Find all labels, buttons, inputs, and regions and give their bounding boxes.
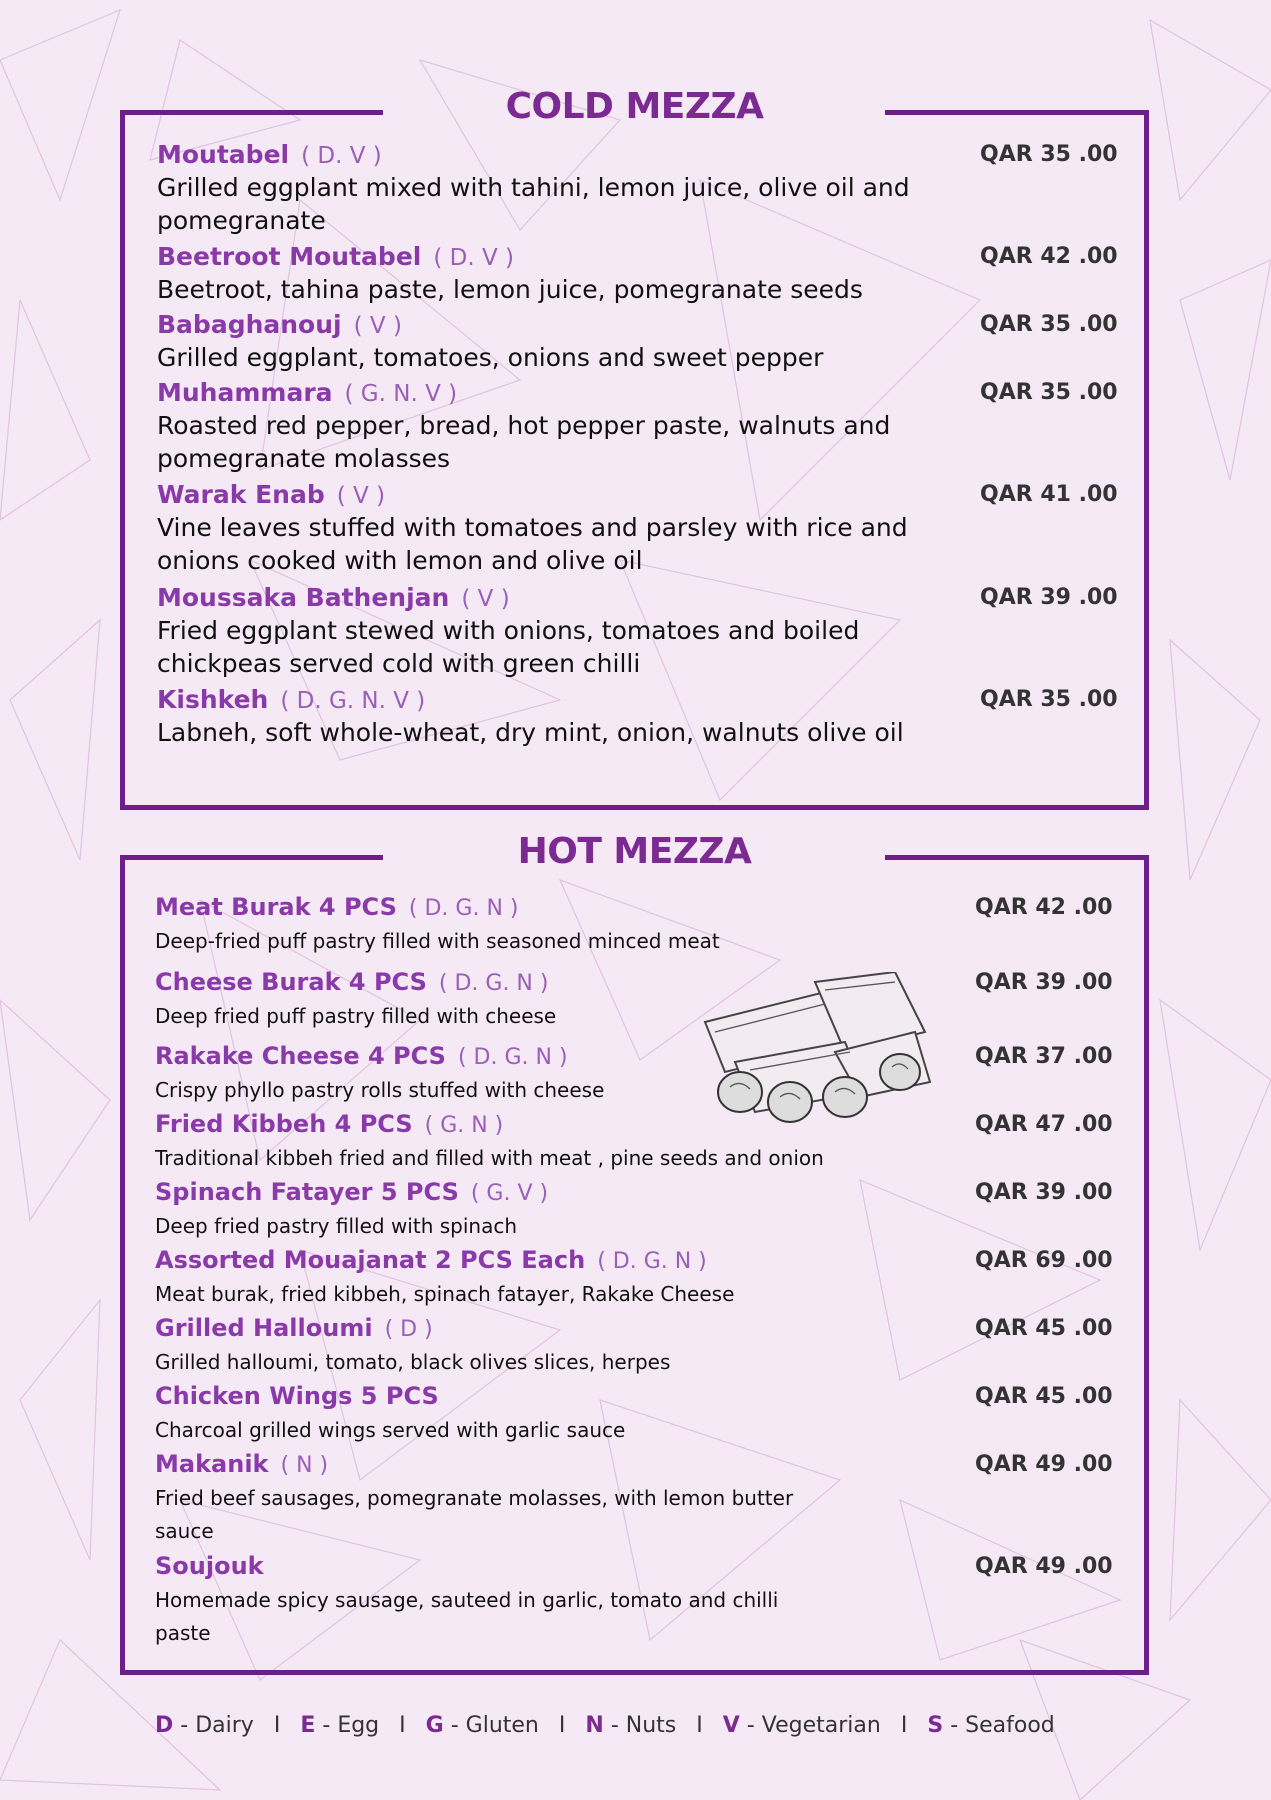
menu-item xyxy=(125,242,1144,306)
menu-item xyxy=(125,1314,1144,1379)
menu-item xyxy=(125,685,1144,749)
item-name: Babaghanouj xyxy=(157,310,342,339)
menu-item xyxy=(125,1110,1144,1175)
legend-separator: I xyxy=(399,1713,406,1738)
item-name: Chicken Wings 5 PCS xyxy=(155,1382,439,1410)
item-tags: ( D. G. N ) xyxy=(438,971,549,996)
item-name: Moussaka Bathenjan xyxy=(157,583,450,612)
item-price: QAR 39 .00 xyxy=(975,970,1113,995)
item-price: QAR 35 .00 xyxy=(980,312,1118,337)
hot-mezza-section xyxy=(120,831,1149,1675)
item-description: Grilled eggplant, tomatoes, onions and sweet pepper xyxy=(157,343,824,372)
item-price: QAR 69 .00 xyxy=(975,1248,1113,1273)
item-description: Beetroot, tahina paste, lemon juice, pomegranate seeds xyxy=(157,275,863,304)
legend-item-nuts: N - Nuts xyxy=(585,1713,677,1738)
item-tags: ( D. V ) xyxy=(433,245,514,271)
legend-separator: I xyxy=(558,1713,566,1738)
item-tags: ( D. V ) xyxy=(301,143,382,169)
item-description: Deep fried puff pastry filled with cheese xyxy=(155,1004,557,1028)
item-tags: ( D. G. N ) xyxy=(408,896,519,921)
menu-item xyxy=(125,1178,1144,1243)
item-tags: ( G. N. V ) xyxy=(344,381,458,407)
item-name: Assorted Mouajanat 2 PCS Each xyxy=(155,1246,586,1274)
menu-item xyxy=(125,1382,1144,1447)
item-description: Grilled halloumi, tomato, black olives slices, herpes xyxy=(155,1350,671,1374)
item-price: QAR 47 .00 xyxy=(975,1112,1113,1137)
menu-item xyxy=(125,1450,1144,1548)
item-description: Homemade spicy sausage, sauteed in garlic, tomato and chilli paste xyxy=(155,1588,779,1645)
item-description: Grilled eggplant mixed with tahini, lemon juice, olive oil and pomegranate xyxy=(157,173,910,235)
item-price: QAR 49 .00 xyxy=(975,1452,1113,1477)
menu-item xyxy=(125,140,1144,237)
item-name: Rakake Cheese 4 PCS xyxy=(155,1042,446,1070)
menu-item xyxy=(125,893,1144,958)
item-description: Fried eggplant stewed with onions, tomatoes and boiled chickpeas served cold with green chilli xyxy=(157,616,860,678)
cold-mezza-section xyxy=(120,86,1149,810)
item-name: Makanik xyxy=(155,1450,269,1478)
item-description: Roasted red pepper, bread, hot pepper paste, walnuts and pomegranate molasses xyxy=(157,411,891,473)
item-tags: ( D. G. N ) xyxy=(597,1249,707,1274)
menu-item xyxy=(125,968,1144,1033)
menu-item xyxy=(125,480,1144,577)
legend-item-seafood: S - Seafood xyxy=(927,1713,1055,1738)
menu-item xyxy=(125,583,1144,680)
item-description: Meat burak, fried kibbeh, spinach fatayer, Rakake Cheese xyxy=(155,1282,735,1306)
legend-item-gluten: G - Gluten xyxy=(425,1713,539,1738)
item-name: Muhammara xyxy=(157,378,333,407)
menu-item xyxy=(125,310,1144,374)
item-name: Spinach Fatayer 5 PCS xyxy=(155,1178,459,1206)
item-description: Deep fried pastry filled with spinach xyxy=(155,1214,518,1238)
item-tags: ( V ) xyxy=(336,483,386,509)
item-name: Cheese Burak 4 PCS xyxy=(155,968,427,996)
section-title: COLD MEZZA xyxy=(505,86,764,127)
item-tags: ( D. G. N ) xyxy=(457,1045,568,1070)
item-price: QAR 39 .00 xyxy=(980,585,1118,610)
item-tags: ( V ) xyxy=(353,313,402,339)
legend-separator: I xyxy=(696,1713,703,1738)
item-name: Beetroot Moutabel xyxy=(157,242,422,271)
item-name: Moutabel xyxy=(157,140,290,169)
item-price: QAR 45 .00 xyxy=(975,1384,1113,1409)
item-tags: ( N ) xyxy=(280,1453,329,1478)
menu-item xyxy=(125,378,1144,475)
item-description: Fried beef sausages, pomegranate molasses, with lemon butter sauce xyxy=(155,1486,794,1543)
allergen-legend xyxy=(155,1713,1055,1738)
item-description: Charcoal grilled wings served with garlic sauce xyxy=(155,1418,626,1442)
item-price: QAR 37 .00 xyxy=(975,1044,1113,1069)
item-price: QAR 35 .00 xyxy=(980,380,1118,405)
item-description: Deep-fried puff pastry filled with seasoned minced meat xyxy=(155,929,720,953)
pastry-rolls-icon xyxy=(695,972,935,1132)
item-description: Traditional kibbeh fried and filled with meat , pine seeds and onion xyxy=(155,1146,824,1170)
item-name: Warak Enab xyxy=(157,480,325,509)
item-tags: ( G. V ) xyxy=(470,1181,549,1206)
item-price: QAR 49 .00 xyxy=(975,1554,1113,1579)
menu-item xyxy=(125,1552,1144,1650)
item-tags: ( D. G. N. V ) xyxy=(280,688,426,714)
menu-item xyxy=(125,1042,1144,1107)
item-tags: ( G. N ) xyxy=(424,1113,504,1138)
item-price: QAR 35 .00 xyxy=(980,142,1118,167)
item-tags: ( D ) xyxy=(384,1317,433,1342)
item-name: Soujouk xyxy=(155,1552,264,1580)
legend-item-vegetarian: V - Vegetarian xyxy=(722,1713,881,1738)
legend-item-egg: E - Egg xyxy=(300,1713,380,1738)
item-name: Kishkeh xyxy=(157,685,269,714)
menu-item xyxy=(125,1246,1144,1311)
legend-item-dairy: D - Dairy xyxy=(155,1713,254,1738)
legend-separator: I xyxy=(900,1713,908,1738)
item-name: Grilled Halloumi xyxy=(155,1314,373,1342)
item-price: QAR 41 .00 xyxy=(980,482,1118,507)
item-tags: ( V ) xyxy=(461,586,510,612)
item-price: QAR 42 .00 xyxy=(980,244,1118,269)
legend-separator: I xyxy=(273,1713,281,1738)
item-description: Labneh, soft whole-wheat, dry mint, onion, walnuts olive oil xyxy=(157,718,904,747)
item-name: Fried Kibbeh 4 PCS xyxy=(155,1110,413,1138)
item-price: QAR 35 .00 xyxy=(980,687,1118,712)
item-description: Vine leaves stuffed with tomatoes and parsley with rice and onions cooked with lemon and olive oil xyxy=(157,513,908,575)
item-price: QAR 42 .00 xyxy=(975,895,1113,920)
item-price: QAR 39 .00 xyxy=(975,1180,1113,1205)
section-title: HOT MEZZA xyxy=(517,831,752,872)
item-name: Meat Burak 4 PCS xyxy=(155,893,397,921)
item-description: Crispy phyllo pastry rolls stuffed with cheese xyxy=(155,1078,605,1102)
item-price: QAR 45 .00 xyxy=(975,1316,1113,1341)
